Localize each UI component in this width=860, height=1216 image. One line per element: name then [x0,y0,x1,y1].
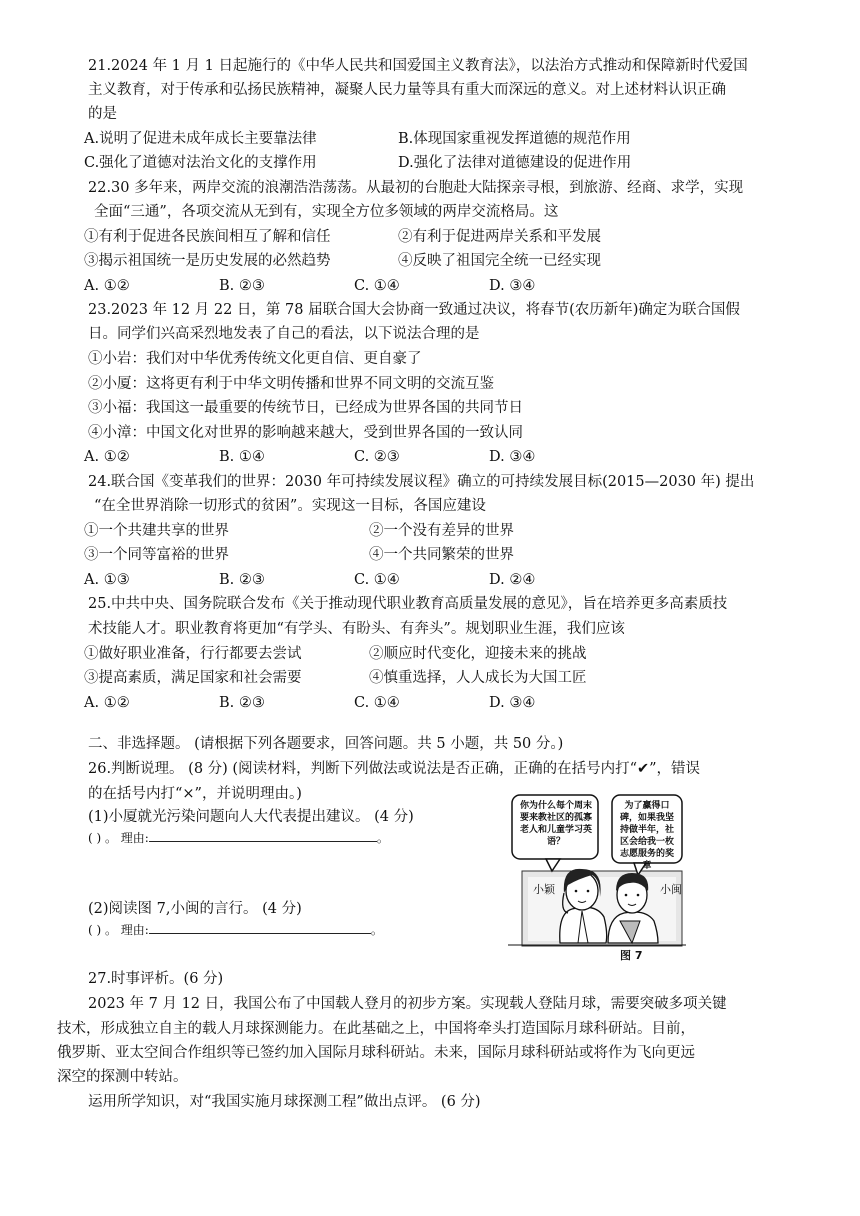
q22-choice-c: C. ①④ [354,278,400,294]
q21-stem-line3: 的是 [88,106,117,122]
q27-material-line2: 技术，形成独立自主的载人月球探测能力。在此基础之上，中国将牵头打造国际月球科研站。目前， [57,1021,695,1037]
q24-statement-3: ③一个同等富裕的世界 [84,547,229,563]
q21-option-c: C.强化了道德对法治文化的支撑作用 [84,155,317,171]
q24-choice-c: C. ①④ [354,572,400,588]
q21-stem-line2: 主义教育，对于传承和弘扬民族精神，凝聚人民力量等具有重大而深远的意义。对上述材料认识正确 [88,82,726,98]
q26-part1-reason-blank[interactable] [149,829,377,842]
q22-choice-b: B. ②③ [219,278,265,294]
q23-statement-2: ②小厦：这将更有利于中华文明传播和世界不同文明的交流互鉴 [88,376,494,392]
q26-part1-period: 。 [376,831,389,845]
bubble-left-text: 你为什么每个周末要来教社区的孤寡老人和儿童学习英语？ [519,801,592,847]
q25-choice-a: A. ①② [84,695,130,711]
q21-option-a: A.说明了促进未成年成长主要靠法律 [84,131,317,147]
q23-choice-a: A. ①② [84,449,130,465]
q24-stem-line1: 24.联合国《变革我们的世界：2030 年可持续发展议程》确立的可持续发展目标(2015—2030 年) 提出 [88,474,755,490]
q27-material-line4: 深空的探测中转站。 [57,1069,188,1085]
q23-choice-b: B. ①④ [219,449,265,465]
q23-statement-4: ④小漳：中国文化对世界的影响越来越大，受到世界各国的一致认同 [88,425,523,441]
q25-statement-2: ②顺应时代变化，迎接未来的挑战 [369,646,587,662]
q25-statement-1: ①做好职业准备，行行都要去尝试 [84,646,302,662]
q26-part2-period: 。 [370,923,383,937]
q26-stem-line1: 26.判断说理。 (8 分) (阅读材料，判断下列做法或说法是否正确，正确的在括号内打“✔”，错误 [88,761,701,777]
q25-stem-line2: 术技能人才。职业教育将更加“有学头、有盼头、有奔头”。规划职业生涯，我们应该 [88,621,625,637]
q22-statement-4: ④反映了祖国完全统一已经实现 [398,253,601,269]
name-label-left: 小颖 [533,883,555,896]
q22-statement-2: ②有利于促进两岸关系和平发展 [398,229,601,245]
q23-statement-3: ③小福：我国这一最重要的传统节日，已经成为世界各国的共同节日 [88,400,523,416]
q24-choice-a: A. ①③ [84,572,130,588]
q22-choice-d: D. ③④ [489,278,536,294]
q21-option-d: D.强化了法律对道德建设的促进作用 [398,155,632,171]
q22-choices [84,275,624,297]
q25-choice-c: C. ①④ [354,695,400,711]
q24-stem-line2: “在全世界消除一切形式的贫困”。实现这一目标，各国应建设 [94,498,486,514]
q22-stem-line2: 全面“三通”，各项交流从无到有，实现全方位多领域的两岸交流格局。这 [94,204,559,220]
q27-title: 27.时事评析。(6 分) [88,971,224,987]
q25-statement-3: ③提高素质，满足国家和社会需要 [84,670,302,686]
q23-choice-c: C. ②③ [354,449,400,465]
q26-part2-reason-blank[interactable] [149,921,371,934]
q23-stem-line2: 日。同学们兴高采烈地发表了自己的看法，以下说法合理的是 [88,326,480,342]
q24-statement-1: ①一个共建共享的世界 [84,523,229,539]
q26-part2-bracket: ( ) 。 理由: [88,923,149,937]
q25-stem-line1: 25.中共中央、国务院联合发布《关于推动现代职业教育高质量发展的意见》，旨在培养更多高素质技 [88,596,728,612]
q21-option-b: B.体现国家重视发挥道德的规范作用 [398,131,631,147]
q25-choice-d: D. ③④ [489,695,536,711]
q26-part2-answer-row [88,919,383,941]
q22-statement-3: ③揭示祖国统一是历史发展的必然趋势 [84,253,331,269]
q24-choices [84,569,624,591]
q23-stem-line1: 23.2023 年 12 月 22 日，第 78 届联合国大会协商一致通过决议，将春节(农历新年)确定为联合国假 [88,302,740,318]
q25-choices [84,692,624,714]
q22-stem-line1: 22.30 多年来，两岸交流的浪潮浩浩荡荡。从最初的台胞赴大陆探亲寻根，到旅游、经商、求学，实现 [88,180,744,196]
q22-choice-a: A. ①② [84,278,130,294]
q27-material-line3: 俄罗斯、亚太空间合作组织等已签约加入国际月球科研站。未来，国际月球科研站或将作为飞向更远 [57,1045,695,1061]
q22-statement-1: ①有利于促进各民族间相互了解和信任 [84,229,331,245]
q26-part1-bracket: ( ) 。 理由: [88,831,149,845]
figure-7-comic [508,793,686,965]
section-heading-non-choice: 二、非选择题。 (请根据下列各题要求，回答问题。共 5 小题，共 50 分。) [88,736,564,752]
q25-choice-b: B. ②③ [219,695,265,711]
q23-statement-1: ①小岩：我们对中华优秀传统文化更自信、更自豪了 [88,351,422,367]
q24-choice-b: B. ②③ [219,572,265,588]
q21-stem-line1: 21.2024 年 1 月 1 日起施行的《中华人民共和国爱国主义教育法》，以法治方式推动和保障新时代爱国 [88,58,748,74]
q27-task: 运用所学知识，对“我国实施月球探测工程”做出点评。 (6 分) [88,1094,481,1110]
q24-statement-2: ②一个没有差异的世界 [369,523,514,539]
q26-part1-answer-row [88,827,389,849]
bubble-right-text: 为了赢得口碑，如果我坚持做半年，社区会给我一枚志愿服务的奖章 [619,801,674,871]
q24-choice-d: D. ②④ [489,572,536,588]
name-label-right: 小闽 [660,883,682,896]
q26-part2-prompt: (2)阅读图 7,小闽的言行。 (4 分) [88,901,302,917]
q27-material-line1: 2023 年 7 月 12 日，我国公布了中国载人登月的初步方案。实现载人登陆月球，需要突破多项关键 [88,996,727,1012]
q23-choices [84,446,624,468]
q25-statement-4: ④慎重选择，人人成长为大国工匠 [369,670,587,686]
figure-caption: 图 7 [620,949,643,962]
q26-stem-line2: 的在括号内打“×”，并说明理由。) [88,786,302,802]
q24-statement-4: ④一个共同繁荣的世界 [369,547,514,563]
q26-part1-prompt: (1)小厦就光污染问题向人大代表提出建议。 (4 分) [88,809,414,825]
q23-choice-d: D. ③④ [489,449,536,465]
